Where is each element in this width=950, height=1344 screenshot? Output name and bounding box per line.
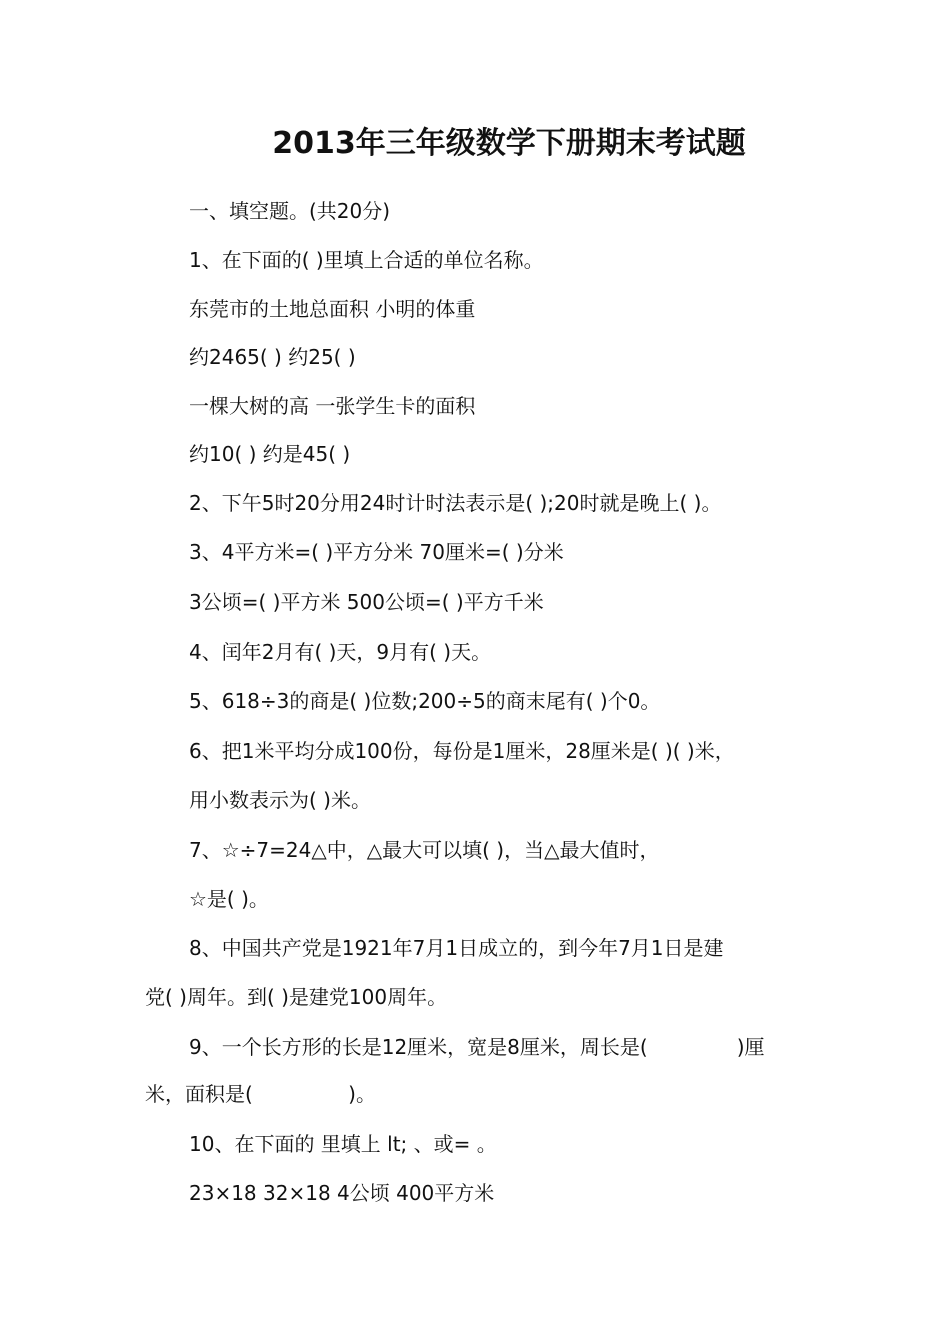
question-3: 3、4平方米=( )平方分米 70厘米=( )分米 — [189, 540, 564, 564]
question-10-row-2: 23×18 32×18 4公顷 400平方米 — [189, 1181, 495, 1205]
question-5: 5、618÷3的商是( )位数;200÷5的商末尾有( )个0。 — [189, 689, 661, 713]
question-9: 9、一个长方形的长是12厘米，宽是8厘米，周长是( )厘 — [189, 1035, 765, 1059]
question-3-row-2: 3公顷=( )平方米 500公顷=( )平方千米 — [189, 590, 544, 614]
question-1-row-1: 东莞市的土地总面积 小明的体重 — [189, 297, 476, 321]
document-title: 2013年三年级数学下册期末考试题 — [272, 126, 746, 161]
question-1: 1、在下面的( )里填上合适的单位名称。 — [189, 248, 544, 272]
question-1-row-4: 约10( ) 约是45( ) — [189, 442, 351, 466]
question-1-row-3: 一棵大树的高 一张学生卡的面积 — [189, 394, 476, 418]
question-9-row-2: 米，面积是( )。 — [145, 1082, 376, 1106]
question-6-row-2: 用小数表示为( )米。 — [189, 788, 371, 812]
question-8: 8、中国共产党是1921年7月1日成立的，到今年7月1日是建 — [189, 936, 724, 960]
section-heading-fill-blank: 一、填空题。(共20分) — [189, 199, 391, 223]
question-1-row-2: 约2465( ) 约25( ) — [189, 345, 356, 369]
question-7: 7、☆÷7=24△中，△最大可以填( )，当△最大值时， — [189, 838, 660, 862]
question-8-row-2: 党( )周年。到( )是建党100周年。 — [145, 985, 448, 1009]
question-6: 6、把1米平均分成100份，每份是1厘米，28厘米是( )( )米， — [189, 739, 735, 763]
question-7-row-2: ☆是( )。 — [189, 887, 269, 911]
question-4: 4、闰年2月有( )天，9月有( )天。 — [189, 640, 492, 664]
question-2: 2、下午5时20分用24时计时法表示是( );20时就是晚上( )。 — [189, 491, 722, 515]
question-10: 10、在下面的 里填上 lt; 、或= 。 — [189, 1132, 497, 1156]
